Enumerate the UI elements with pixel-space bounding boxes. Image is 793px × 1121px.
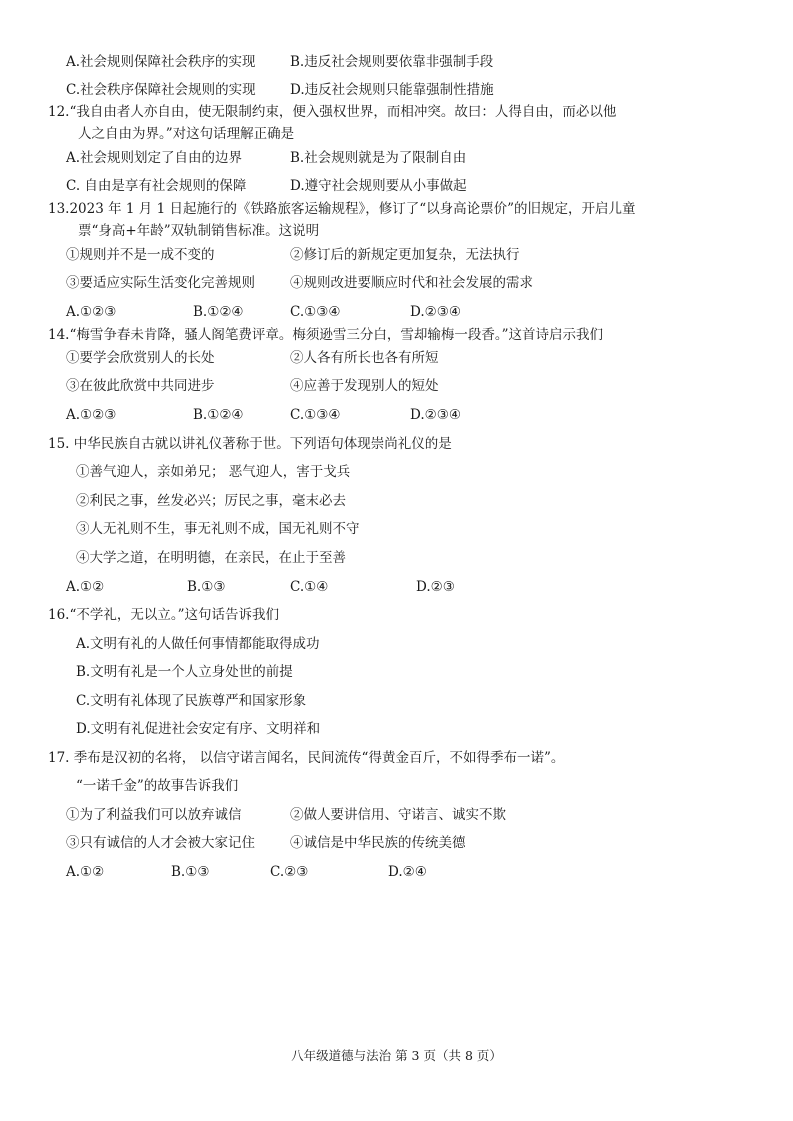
q13-option-d: D.②③④: [410, 304, 461, 320]
q14-option-d: D.②③④: [410, 407, 461, 423]
q13-option-a: A.①②③: [66, 304, 117, 320]
q14-option-c: C.①③④: [290, 407, 341, 423]
q17-statement-3: ③只有诚信的人才会被大家记住: [66, 835, 255, 851]
q17-option-d: D.②④: [388, 864, 427, 880]
q14-option-a: A.①②③: [66, 407, 117, 423]
q17-option-a: A.①②: [66, 864, 105, 880]
q13-statement-4: ④规则改进要顺应时代和社会发展的需求: [290, 275, 533, 291]
q13-option-c: C.①③④: [290, 304, 341, 320]
q12-option-a: A.社会规则划定了自由的边界: [66, 150, 243, 166]
q15-option-c: C.①④: [290, 579, 329, 595]
q13-statement-2: ②修订后的新规定更加复杂，无法执行: [290, 247, 520, 263]
q14-stem: 14.“梅雪争春未肯降，骚人阁笔费评章。梅须逊雪三分白，雪却输梅一段香。”这首诗启示我们: [48, 327, 604, 343]
q17-option-c: C.②③: [270, 864, 309, 880]
q16-option-c: C.文明有礼体现了民族尊严和国家形象: [76, 693, 307, 709]
q12-option-c: C. 自由是享有社会规则的保障: [66, 178, 247, 194]
q15-stem: 15. 中华民族自古就以讲礼仪著称于世。下列语句体现崇尚礼仪的是: [48, 436, 452, 452]
page-footer: 八年级道德与法治 第 3 页（共 8 页）: [291, 1048, 502, 1063]
q17-statement-2: ②做人要讲信用、守诺言、诚实不欺: [290, 807, 506, 823]
q17-stem-line2: “一诺千金”的故事告诉我们: [76, 778, 239, 794]
q15-statement-3: ③人无礼则不生，事无礼则不成，国无礼则不守: [76, 521, 360, 537]
q14-statement-2: ②人各有所长也各有所短: [290, 350, 439, 366]
q17-stem-line1: 17. 季布是汉初的名将， 以信守诺言闻名，民间流传“得黄金百斤，不如得季布一诺”。: [48, 750, 565, 766]
q16-option-d: D.文明有礼促进社会安定有序、文明祥和: [76, 721, 321, 737]
q15-statement-4: ④大学之道，在明明德，在亲民，在止于至善: [76, 550, 346, 566]
q12-option-b: B.社会规则就是为了限制自由: [290, 150, 467, 166]
q14-statement-4: ④应善于发现别人的短处: [290, 378, 439, 394]
q17-option-b: B.①③: [171, 864, 210, 880]
q14-option-b: B.①②④: [193, 407, 244, 423]
q13-stem-line2: 票“身高+年龄”双轨制销售标准。这说明: [78, 223, 320, 239]
q16-option-a: A.文明有礼的人做任何事情都能取得成功: [76, 636, 320, 652]
q16-stem: 16.“不学礼，无以立。”这句话告诉我们: [48, 607, 280, 623]
q13-option-b: B.①②④: [193, 304, 244, 320]
q11-option-a: A.社会规则保障社会秩序的实现: [66, 54, 256, 70]
q14-statement-1: ①要学会欣赏别人的长处: [66, 350, 215, 366]
q17-statement-4: ④诚信是中华民族的传统美德: [290, 835, 466, 851]
q13-statement-1: ①规则并不是一成不变的: [66, 247, 215, 263]
q15-option-b: B.①③: [187, 579, 226, 595]
q13-stem-line1: 13.2023 年 1 月 1 日起施行的《铁路旅客运输规程》，修订了“以身高论票价”的旧规定，开启儿童: [48, 201, 636, 217]
q15-statement-1: ①善气迎人，亲如弟兄； 恶气迎人，害于戈兵: [76, 464, 351, 480]
q11-option-b: B.违反社会规则要依靠非强制手段: [290, 54, 494, 70]
q16-option-b: B.文明有礼是一个人立身处世的前提: [76, 664, 293, 680]
q13-statement-3: ③要适应实际生活变化完善规则: [66, 275, 255, 291]
q15-option-d: D.②③: [416, 579, 455, 595]
q15-statement-2: ②利民之事，丝发必兴；厉民之事，毫末必去: [76, 493, 346, 509]
q15-option-a: A.①②: [66, 579, 105, 595]
q11-option-d: D.违反社会规则只能靠强制性措施: [290, 82, 494, 98]
q12-option-d: D.遵守社会规则要从小事做起: [290, 178, 467, 194]
q17-statement-1: ①为了利益我们可以放弃诚信: [66, 807, 242, 823]
q11-option-c: C.社会秩序保障社会规则的实现: [66, 82, 256, 98]
q14-statement-3: ③在彼此欣赏中共同进步: [66, 378, 215, 394]
q12-stem-line2: 人之自由为界。”对这句话理解正确是: [78, 126, 295, 142]
q12-stem-line1: 12.“我自由者人亦自由，使无限制约束，便入强权世界，而相冲突。故曰：人得自由，而必以他: [48, 104, 617, 120]
